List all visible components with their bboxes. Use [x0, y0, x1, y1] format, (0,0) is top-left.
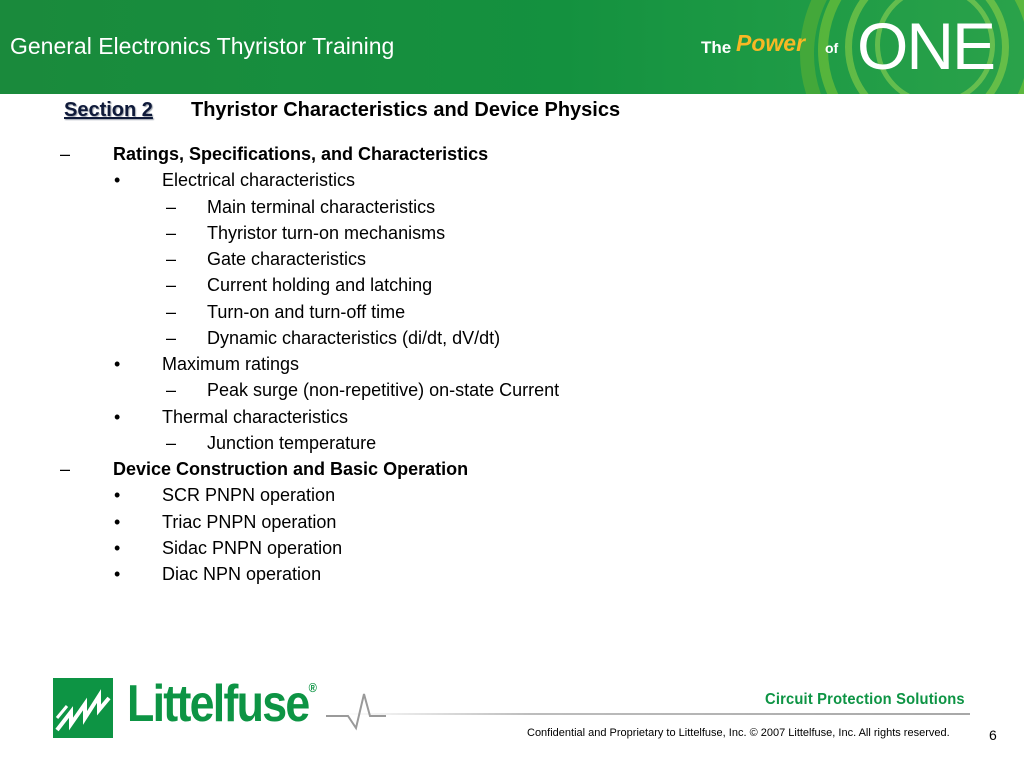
dash-marker: –	[166, 249, 177, 269]
outline-item-text: Thermal characteristics	[162, 406, 349, 427]
outline-item-text: Turn-on and turn-off time	[207, 301, 406, 322]
dash-marker: –	[60, 459, 71, 479]
section-title: Thyristor Characteristics and Device Physics	[191, 99, 621, 121]
outline-item-text: Gate characteristics	[207, 249, 367, 269]
outline-item-text: Ratings, Specifications, and Characteristics	[113, 144, 489, 164]
dash-marker: –	[166, 196, 177, 217]
section-label: Section 2	[64, 99, 153, 121]
littelfuse-logo-mark-icon	[53, 678, 113, 738]
outline-item-text: Diac NPN operation	[162, 564, 322, 584]
dash-marker: –	[166, 275, 177, 296]
bullet-icon: •	[114, 564, 121, 584]
tagline-of: of	[825, 40, 839, 56]
section-heading	[64, 99, 621, 122]
presentation-title: General Electronics Thyristor Training	[10, 33, 395, 59]
dash-marker: –	[166, 380, 177, 401]
tagline-one: ONE	[857, 9, 995, 83]
outline-item-text: Current holding and latching	[207, 275, 433, 296]
bullet-icon: •	[114, 354, 121, 374]
dash-marker: –	[166, 301, 177, 322]
header-banner	[0, 0, 1024, 94]
registered-mark: ®	[308, 680, 316, 695]
bullet-icon: •	[114, 485, 121, 506]
bullet-icon: •	[114, 170, 121, 191]
tagline-the: The	[701, 38, 732, 57]
bullet-icon: •	[114, 537, 121, 558]
outline-item-text: Junction temperature	[207, 432, 377, 453]
outline-item-text: Thyristor turn-on mechanisms	[207, 222, 446, 243]
confidential-notice: Confidential and Proprietary to Littelfuse, Inc. © 2007 Littelfuse, Inc. All rights reserved.	[527, 727, 950, 739]
outline-item-text: Electrical characteristics	[162, 170, 356, 191]
dash-marker: –	[166, 222, 177, 243]
bullet-icon: •	[114, 511, 121, 532]
bullet-icon: •	[114, 406, 121, 427]
dash-marker: –	[166, 432, 177, 453]
page-number: 6	[989, 727, 997, 743]
outline-item-text: Maximum ratings	[162, 354, 300, 374]
dash-marker: –	[60, 144, 71, 164]
littelfuse-wordmark	[127, 674, 315, 734]
outline-item-text: Triac PNPN operation	[162, 511, 337, 532]
tagline-power: Power	[736, 30, 806, 56]
footer-divider	[340, 713, 970, 715]
outline-item-text: Peak surge (non-repetitive) on-state Current	[207, 380, 560, 401]
pulse-waveform-icon	[326, 688, 386, 734]
outline-item-text: Sidac PNPN operation	[162, 537, 343, 558]
dash-marker: –	[166, 327, 177, 348]
logo-text: Littelfuse	[127, 675, 309, 733]
outline-item-text: SCR PNPN operation	[162, 485, 336, 506]
outline-item-text: Device Construction and Basic Operation	[113, 459, 469, 479]
outline-item-text: Main terminal characteristics	[207, 196, 436, 217]
outline-item-text: Dynamic characteristics (di/dt, dV/dt)	[207, 327, 501, 348]
slogan: Circuit Protection Solutions	[765, 691, 965, 708]
